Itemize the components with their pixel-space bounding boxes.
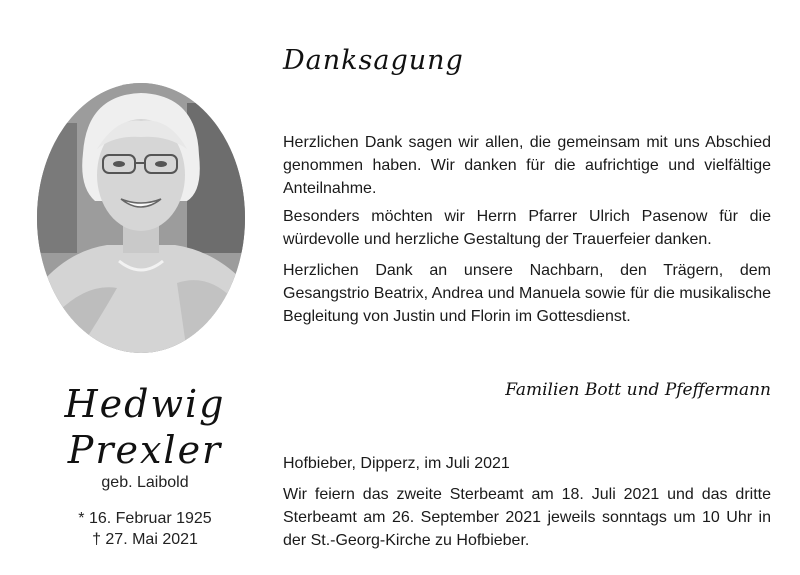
portrait-photo [37, 83, 245, 353]
portrait-illustration [37, 83, 245, 353]
birth-date: * 16. Februar 1925 [78, 510, 212, 527]
memorial-mass-info: Wir feiern das zweite Sterbeamt am 18. Juli 2021 und das dritte Sterbeamt am 26. September 2021 jeweils sonntags um 10 Uhr in der St.-Georg-Kirche zu Hofbieber. [283, 486, 771, 549]
deceased-first-name: Hedwig [64, 382, 226, 426]
thanks-paragraph-2: Besonders möchten wir Herrn Pfarrer Ulrich Pasenow für die würdevolle und herzliche Gestaltung der Trauerfeier danken. [283, 208, 771, 248]
deceased-last-name: Prexler [67, 428, 223, 472]
notice-title: Danksagung [283, 45, 464, 76]
born-name: geb. Laibold [101, 474, 189, 491]
thanks-paragraph-1: Herzlichen Dank sagen wir allen, die gemeinsam mit uns Abschied genommen haben. Wir danken für die aufrichtige und vielfältige Anteilnahme. [283, 134, 771, 197]
place-date: Hofbieber, Dipperz, im Juli 2021 [283, 455, 510, 472]
thanks-paragraph-3: Herzlichen Dank an unsere Nachbarn, den Trägern, dem Gesangstrio Beatrix, Andrea und Manuela sowie für die musikalische Begleitung von Justin und Florin im Gottesdienst. [283, 262, 771, 325]
family-signature: Familien Bott und Pfeffermann [505, 380, 771, 400]
death-date: † 27. Mai 2021 [92, 531, 198, 548]
